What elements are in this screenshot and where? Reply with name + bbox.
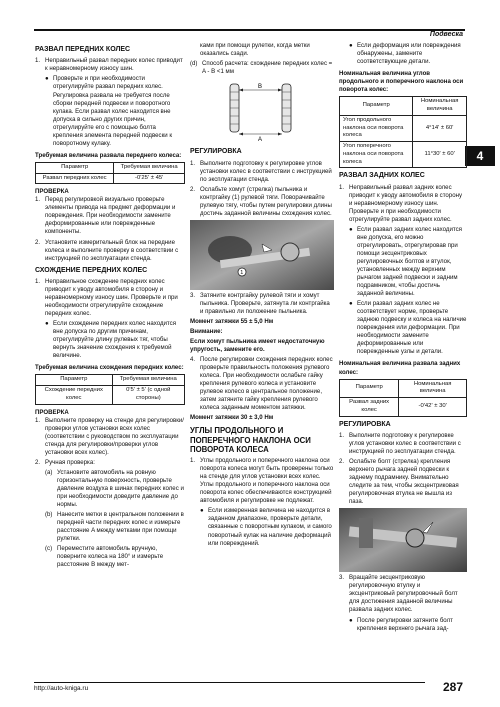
list-item: 1. Углы продольного и поперечного наклона оси поворота колеса могут быть проверены только на стенде для углов установки всех колес. Углы продольного и поперечного наклона оси поворота колес обеспечиваются конструкцией автомобиля и регулировке не подлежат. — [190, 457, 334, 505]
torque-spec: Момент затяжки 30 ± 3,0 Нм — [190, 414, 274, 422]
list-item: 1. Выполните подготовку к регулировке углов установки колес в соответствии с инструкцией по эксплуатации стенда. — [190, 159, 332, 183]
footer-rule — [34, 682, 425, 683]
column-3 — [339, 42, 467, 635]
list-item: ● Если развал задних колес не соответствует норме, проверьте заднюю подвеску и колеса на наличие повреждения или деформации. При необходимости замените деформированные или поврежденные узлы и детали. — [349, 300, 467, 356]
header-title: Подвеска — [429, 31, 463, 38]
column-1 — [35, 42, 185, 571]
list-item: 2. Установите измерительный блок на передние колеса и выполните проверку в соответствии с инструкцией по эксплуатации стенда. — [35, 238, 179, 262]
heading-rear-camber: РАЗВАЛ ЗАДНИХ КОЛЕС — [339, 172, 425, 180]
heading-caster-kingpin: УГЛЫ ПРОДОЛЬНОГО И ПОПЕРЕЧНОГО НАКЛОНА ОСИ ПОВОРОТА КОЛЕСА — [190, 426, 311, 454]
list-item: ● Проверьте и при необходимости отрегулируйте развал передних колес. Регулировка развала не требуется после сборки передней подвески и поворотного кулака. Если развал колес находится вне допуска в сильно других причин, отрегулируйте его с помощью болта крепления элемента передней подвески к поворотному кулаку. — [45, 75, 173, 147]
list-item: 1. Выполните проверку на стенде для регулировки/проверки углов установки всех колес (соответствии с руководством по эксплуатации стенда для регулировки/проверки углов установки всех колес). — [35, 416, 184, 456]
table-front-toe: Параметр Требуемая величина Схождение передних колес 0'5' ± 5' (с одной стороны) — [35, 374, 185, 404]
subheading: ПРОВЕРКА — [35, 188, 69, 196]
label-b: B — [258, 84, 263, 91]
page-number: 287 — [442, 680, 463, 694]
list-item: 1. Выполните подготовку к регулировке углов установки колес в соответствии с инструкцией по эксплуатации стенда. — [339, 432, 461, 456]
torque-spec: Момент затяжки 55 ± 5,0 Нм — [190, 317, 274, 325]
list-item: 2. Ручная проверка: — [35, 458, 95, 466]
list-item: 2. Ослабьте хомут (стрелка) пыльника и контргайку (1) рулевой тяги. Поворачивайте рулевую тягу, чтобы путем регулировки длины достичь заданной величины схождения колес. — [190, 185, 332, 217]
list-item: 1. Неправильный развал передних колес приводит к неравномерному износу шин. — [35, 57, 183, 73]
subheading: ПРОВЕРКА — [35, 408, 69, 416]
table-title: Номинальная величина развала задних колес: — [339, 360, 461, 376]
list-item: 3. Вращайте эксцентриковую регулировочную втулку и эксцентриковый регулировочный болт для достижения заданной величины развала задних колес. — [339, 574, 458, 614]
warning-text: Если хомут пыльника имеет недостаточную упругость, замените его. — [190, 337, 325, 353]
label-a: A — [258, 137, 263, 144]
list-item: ● Если измеренная величина не находится в заданном диапазоне, проверьте детали, связанные с поворотным кулаком, и самого поворотный кулак на наличие деформаций или повреждений. — [200, 507, 332, 547]
list-subitem: (d) Способ расчета: схождение передних колес = A - B <1 мм — [190, 60, 333, 76]
paragraph: ками при помощи рулетки, когда метки оказались сзади. — [200, 42, 310, 58]
heading-front-camber: РАЗВАЛ ПЕРЕДНИХ КОЛЕС — [35, 46, 131, 53]
table-front-camber: Параметр Требуемая величина Развал передних колес -0'25' ± 45' — [35, 162, 185, 185]
table-title: Номинальная величина углов продольного и поперечного наклона оси поворота колес: — [339, 70, 464, 94]
tie-rod-photo — [190, 220, 334, 290]
list-subitem: (a) Установите автомобиль на ровную горизонтальную поверхность, проверьте давление воздуха в шинах передних колес и при необходимости доведите давление до нормы. — [45, 468, 184, 509]
list-subitem: (c) Переместите автомобиль вручную, поверните колеса на 180° и измерьте расстояние B между мет- — [45, 545, 164, 569]
list-item: ● Если схождение передних колес находится вне допуска по другим причинам, отрегулируйте длину рулевых тяг, чтобы вернуть значение схождения к требуемой величине. — [45, 320, 177, 360]
list-item: 2. Ослабьте болт (стрелка) крепления верхнего рычага задней подвески к заднему подрамнику. Внимательно следите за тем, чтобы эксцентриковая регулировочная втулка не вышла из паза. — [339, 458, 459, 506]
list-item: 1. Перед регулировкой визуально проверьте элементы привода на предмет деформации и повреждения. При необходимости замените деформированные или поврежденные компоненты. — [35, 196, 176, 236]
wheel-right-icon — [282, 84, 291, 132]
list-item: 4. После регулировки схождения передних колес проверьте правильность положения рулевого колеса. При необходимости ослабьте гайку крепления рулевого колеса и установите рулевое колесо в центральное положение, затем затяните гайку крепления рулевого колеса заданным моментом затяжки. — [190, 355, 333, 412]
svg-text:1: 1 — [240, 269, 244, 276]
heading-adjustment: РЕГУЛИРОВКА — [190, 148, 242, 156]
table-caster-kingpin: Параметр Номинальная величина Угол продольного наклона оси поворота колеса 4°14' ± 60' Угол поперечного наклона оси поворота колеса 11°30' ± 60' — [339, 96, 467, 168]
list-item: ● Если развал задних колес находится вне допуска, его можно отрегулировать, отрегулировав при помощи эксцентриковых регулировочных болтов и втулок, установленных между верхним рычагом задней подвески и задним подрамником, чтобы достичь заданной величины. — [349, 225, 462, 298]
table-rear-camber: Параметр Номинальная величина Развал задних колес -0'42' ± 30' — [339, 379, 467, 417]
chapter-tab: 4 — [465, 146, 495, 166]
list-item: 3. Затяните контргайку рулевой тяги и хомут пыльника. Проверьте, затянута ли контргайка и правильно ли положение пыльника. — [190, 291, 330, 315]
list-subitem: (b) Нанесите метки в центральном положении в передней части передних колес и измерьте расстояние A между метками при помощи рулетки. — [45, 511, 184, 543]
list-item: ● Если деформация или повреждения обнаружены, замените соответствующие детали. — [349, 42, 461, 66]
rear-suspension-photo — [339, 508, 467, 572]
toe-measurement-diagram — [190, 78, 334, 144]
table-title: Требуемая величина развала переднего колеса: — [35, 151, 182, 159]
heading-rear-adjustment: РЕГУЛИРОВКА — [339, 420, 391, 428]
list-item: ● После регулировки затяните болт крепления верхнего рычага зад- — [349, 616, 453, 632]
column-2 — [190, 42, 334, 550]
table-title: Требуемая величина схождения передних колес: — [35, 364, 184, 372]
wheel-left-icon — [230, 84, 239, 132]
list-item: 1. Неправильное схождение передних колес приводит к уводу автомобиля в сторону и неравномерному износу шин. Проверьте и при необходимости отрегулируйте схождение передних колес. — [35, 278, 178, 318]
warning-title: Внимание: — [190, 327, 223, 335]
heading-front-toe: СХОЖДЕНИЕ ПЕРЕДНИХ КОЛЕС — [35, 266, 148, 274]
list-item: 1. Неправильный развал задних колес приводит к уводу автомобиля в сторону и неравномерному износу шин. Проверьте и при необходимости отрегулируйте развал задних колес. — [339, 183, 462, 223]
header-rule — [34, 29, 465, 35]
footer-url: http://auto-kniga.ru — [34, 685, 89, 692]
